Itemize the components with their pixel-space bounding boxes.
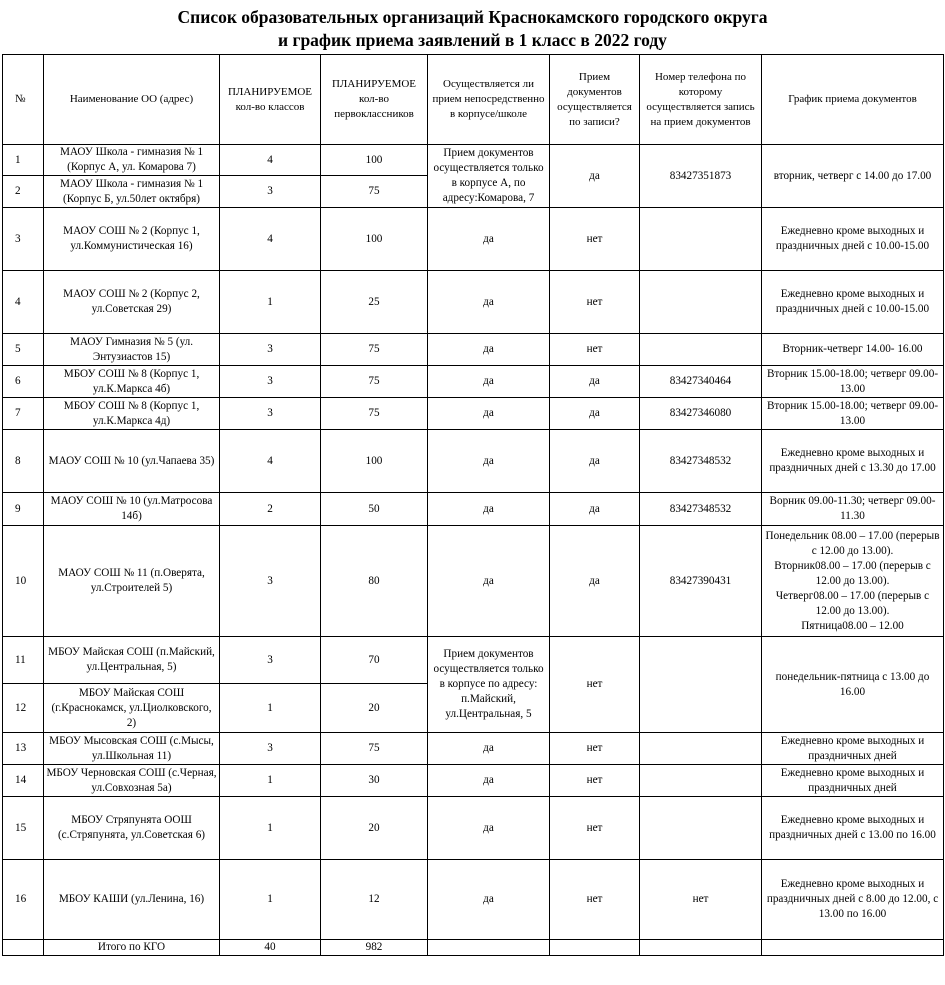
- appointment-cell: нет: [550, 860, 640, 940]
- school-name: МБОУ Майская СОШ (г.Краснокамск, ул.Циолковского, 2): [44, 684, 220, 733]
- planned-pupils: 12: [321, 860, 428, 940]
- table-row: [3, 430, 944, 493]
- school-name: МАОУ Школа - гимназия № 1 (Корпус А, ул. Комарова 7): [44, 145, 220, 176]
- building-cell: да: [428, 271, 550, 334]
- school-name: МАОУ Гимназия № 5 (ул. Энтузиастов 15): [44, 334, 220, 366]
- planned-pupils: 75: [321, 398, 428, 430]
- schedule-cell: Ежедневно кроме выходных и праздничных дней с 13.30 до 17.00: [762, 430, 944, 493]
- header-classes: ПЛАНИРУЕМОЕ кол-во классов: [220, 55, 321, 145]
- planned-pupils: 80: [321, 526, 428, 637]
- phone-cell: нет: [640, 860, 762, 940]
- schedule-cell: Ежедневно кроме выходных и праздничных дней: [762, 733, 944, 765]
- phone-cell: 83427390431: [640, 526, 762, 637]
- building-cell: да: [428, 398, 550, 430]
- planned-classes: 4: [220, 145, 321, 176]
- row-number: 15: [3, 797, 44, 860]
- total-pupils: 982: [321, 940, 428, 956]
- table-row: [3, 860, 944, 940]
- building-cell: да: [428, 493, 550, 526]
- total-empty: [3, 940, 44, 956]
- planned-classes: 1: [220, 271, 321, 334]
- total-row: [3, 940, 944, 956]
- appointment-cell: да: [550, 145, 640, 208]
- phone-cell: 83427351873: [640, 145, 762, 208]
- schedule-line: Понедельник 08.00 – 17.00 (перерыв с 12.00 до 13.00).: [765, 529, 940, 557]
- planned-pupils: 100: [321, 430, 428, 493]
- row-number: 13: [3, 733, 44, 765]
- schedule-cell: Вторник 15.00-18.00; четверг 09.00-13.00: [762, 366, 944, 398]
- building-cell: да: [428, 797, 550, 860]
- building-cell: да: [428, 366, 550, 398]
- school-name: МАОУ Школа - гимназия № 1 (Корпус Б, ул.50лет октября): [44, 176, 220, 208]
- row-number: 9: [3, 493, 44, 526]
- total-empty: [550, 940, 640, 956]
- planned-classes: 2: [220, 493, 321, 526]
- appointment-cell: да: [550, 366, 640, 398]
- planned-classes: 1: [220, 797, 321, 860]
- schedule-cell: Ежедневно кроме выходных и праздничных дней с 13.00 по 16.00: [762, 797, 944, 860]
- header-schedule: График приема документов: [762, 55, 944, 145]
- appointment-cell: нет: [550, 208, 640, 271]
- building-cell: да: [428, 430, 550, 493]
- school-name: МБОУ СОШ № 8 (Корпус 1, ул.К.Маркса 4б): [44, 366, 220, 398]
- document-title: [0, 6, 945, 52]
- planned-pupils: 70: [321, 637, 428, 684]
- phone-cell: [640, 271, 762, 334]
- schedule-line: Пятница08.00 – 12.00: [801, 619, 904, 632]
- phone-cell: [640, 334, 762, 366]
- appointment-cell: нет: [550, 637, 640, 733]
- table-row: [3, 526, 944, 637]
- planned-classes: 3: [220, 366, 321, 398]
- row-number: 16: [3, 860, 44, 940]
- header-appointment: Прием документов осуществляется по записи?: [550, 55, 640, 145]
- planned-classes: 3: [220, 176, 321, 208]
- school-name: МБОУ Черновская СОШ (с.Черная, ул.Совхозная 5а): [44, 765, 220, 797]
- row-number: 5: [3, 334, 44, 366]
- schedule-cell: [762, 526, 944, 637]
- phone-cell: 83427340464: [640, 366, 762, 398]
- schedule-cell: Вторник 15.00-18.00; четверг 09.00-13.00: [762, 398, 944, 430]
- school-name: МАОУ СОШ № 10 (ул.Матросова 14б): [44, 493, 220, 526]
- schedule-cell: Ежедневно кроме выходных и праздничных дней: [762, 765, 944, 797]
- planned-pupils: 50: [321, 493, 428, 526]
- building-cell: да: [428, 860, 550, 940]
- planned-classes: 3: [220, 637, 321, 684]
- school-name: МБОУ Мысовская СОШ (с.Мысы, ул.Школьная 11): [44, 733, 220, 765]
- planned-pupils: 75: [321, 334, 428, 366]
- title-line-2: и график приема заявлений в 1 класс в 2022 году: [278, 30, 667, 50]
- school-name: МАОУ СОШ № 2 (Корпус 1, ул.Коммунистическая 16): [44, 208, 220, 271]
- building-cell: да: [428, 765, 550, 797]
- header-row: [3, 55, 944, 145]
- total-empty: [640, 940, 762, 956]
- planned-classes: 3: [220, 733, 321, 765]
- schedule-line: Четверг08.00 – 17.00 (перерыв с 12.00 до 13.00).: [775, 589, 930, 617]
- planned-pupils: 75: [321, 366, 428, 398]
- appointment-cell: нет: [550, 334, 640, 366]
- row-number: 8: [3, 430, 44, 493]
- school-name: МАОУ СОШ № 10 (ул.Чапаева 35): [44, 430, 220, 493]
- planned-classes: 1: [220, 860, 321, 940]
- planned-classes: 4: [220, 430, 321, 493]
- appointment-cell: да: [550, 398, 640, 430]
- schedule-cell: Ежедневно кроме выходных и праздничных дней с 10.00-15.00: [762, 271, 944, 334]
- schedule-cell: Вторник-четверг 14.00- 16.00: [762, 334, 944, 366]
- planned-pupils: 75: [321, 733, 428, 765]
- appointment-cell: нет: [550, 797, 640, 860]
- planned-classes: 1: [220, 684, 321, 733]
- schedule-cell: вторник, четверг с 14.00 до 17.00: [762, 145, 944, 208]
- planned-pupils: 20: [321, 797, 428, 860]
- table-row: [3, 765, 944, 797]
- schedule-cell: Ежедневно кроме выходных и праздничных дней с 10.00-15.00: [762, 208, 944, 271]
- planned-pupils: 100: [321, 145, 428, 176]
- appointment-cell: нет: [550, 765, 640, 797]
- row-number: 14: [3, 765, 44, 797]
- row-number: 12: [3, 684, 44, 733]
- building-cell: Прием документов осуществляется только в корпусе по адресу: п.Майский, ул.Центральная, 5: [428, 637, 550, 733]
- phone-cell: [640, 208, 762, 271]
- school-name: МБОУ Майская СОШ (п.Майский, ул.Центральная, 5): [44, 637, 220, 684]
- row-number: 2: [3, 176, 44, 208]
- planned-pupils: 30: [321, 765, 428, 797]
- schedule-line: Вторник08.00 – 17.00 (перерыв с 12.00 до 13.00).: [774, 559, 931, 587]
- phone-cell: 83427348532: [640, 430, 762, 493]
- planned-classes: 3: [220, 398, 321, 430]
- header-phone: Номер телефона по которому осуществляется запись на прием документов: [640, 55, 762, 145]
- appointment-cell: да: [550, 526, 640, 637]
- planned-pupils: 20: [321, 684, 428, 733]
- planned-pupils: 25: [321, 271, 428, 334]
- row-number: 7: [3, 398, 44, 430]
- table-row: [3, 398, 944, 430]
- table-row: [3, 271, 944, 334]
- building-cell: да: [428, 334, 550, 366]
- planned-classes: 3: [220, 526, 321, 637]
- row-number: 1: [3, 145, 44, 176]
- title-line-1: Список образовательных организаций Краснокамского городского округа: [177, 7, 768, 27]
- school-name: МБОУ Стряпунята ООШ (с.Стряпунята, ул.Советская 6): [44, 797, 220, 860]
- building-cell: Прием документов осуществляется только в корпусе А, по адресу:Комарова, 7: [428, 145, 550, 208]
- appointment-cell: нет: [550, 733, 640, 765]
- row-number: 4: [3, 271, 44, 334]
- header-name: Наименование ОО (адрес): [44, 55, 220, 145]
- phone-cell: [640, 733, 762, 765]
- row-number: 11: [3, 637, 44, 684]
- row-number: 6: [3, 366, 44, 398]
- row-number: 3: [3, 208, 44, 271]
- phone-cell: [640, 765, 762, 797]
- table-row: [3, 208, 944, 271]
- table-row: [3, 637, 944, 684]
- total-empty: [428, 940, 550, 956]
- school-name: МБОУ СОШ № 8 (Корпус 1, ул.К.Маркса 4д): [44, 398, 220, 430]
- header-num: №: [3, 55, 44, 145]
- schedule-cell: Ежедневно кроме выходных и праздничных дней с 8.00 до 12.00, с 13.00 по 16.00: [762, 860, 944, 940]
- school-name: МАОУ СОШ № 11 (п.Оверята, ул.Строителей 5): [44, 526, 220, 637]
- table-body: [3, 145, 944, 956]
- total-label: Итого по КГО: [44, 940, 220, 956]
- table-row: [3, 334, 944, 366]
- building-cell: да: [428, 208, 550, 271]
- planned-classes: 3: [220, 334, 321, 366]
- table-row: [3, 145, 944, 176]
- appointment-cell: да: [550, 430, 640, 493]
- total-empty: [762, 940, 944, 956]
- schedule-cell: понедельник-пятница с 13.00 до 16.00: [762, 637, 944, 733]
- table-row: [3, 797, 944, 860]
- school-name: МАОУ СОШ № 2 (Корпус 2, ул.Советская 29): [44, 271, 220, 334]
- phone-cell: [640, 637, 762, 733]
- table-row: [3, 493, 944, 526]
- schedule-cell: Ворник 09.00-11.30; четверг 09.00-11.30: [762, 493, 944, 526]
- planned-pupils: 100: [321, 208, 428, 271]
- phone-cell: 83427348532: [640, 493, 762, 526]
- appointment-cell: да: [550, 493, 640, 526]
- planned-pupils: 75: [321, 176, 428, 208]
- planned-classes: 1: [220, 765, 321, 797]
- header-pupils: ПЛАНИРУЕМОЕ кол-во первоклассников: [321, 55, 428, 145]
- appointment-cell: нет: [550, 271, 640, 334]
- school-name: МБОУ КАШИ (ул.Ленина, 16): [44, 860, 220, 940]
- total-classes: 40: [220, 940, 321, 956]
- header-building: Осуществляется ли прием непосредственно в корпусе/школе: [428, 55, 550, 145]
- phone-cell: [640, 797, 762, 860]
- schools-table: [2, 54, 944, 956]
- building-cell: да: [428, 733, 550, 765]
- building-cell: да: [428, 526, 550, 637]
- planned-classes: 4: [220, 208, 321, 271]
- row-number: 10: [3, 526, 44, 637]
- table-row: [3, 733, 944, 765]
- phone-cell: 83427346080: [640, 398, 762, 430]
- table-row: [3, 366, 944, 398]
